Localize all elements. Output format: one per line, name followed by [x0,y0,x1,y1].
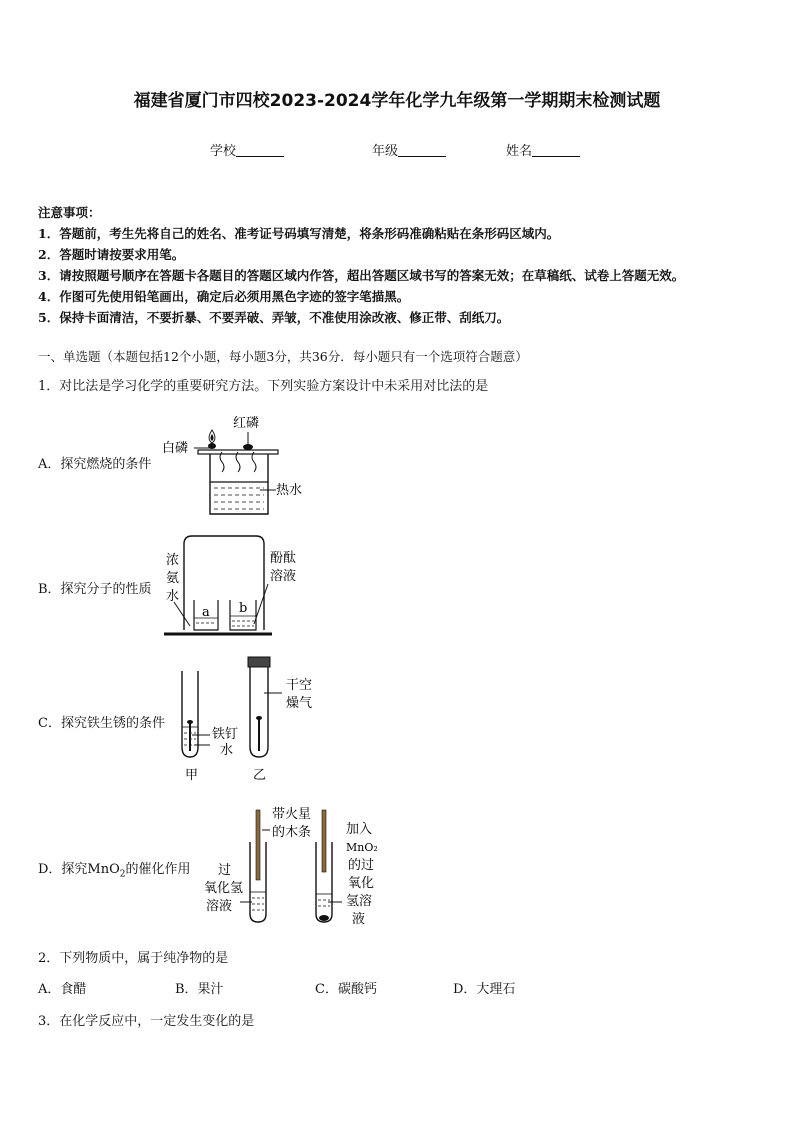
school-blank [236,144,284,157]
mno2-added-label-3: 的过 [348,858,375,873]
ammonia-label-1: 浓 [166,553,180,568]
option-d-label-post: 的催化作用 [125,862,191,877]
white-phosphorus-label: 白磷 [162,441,189,456]
dry-air-label-1: 干空 [286,678,313,693]
h2o2-label-1: 过 [218,863,232,878]
name-field [506,140,580,159]
question-2-choice-c: C．碳酸钙 [315,982,377,997]
phenolphthalein-label-1: 酚酞 [270,551,297,566]
tube-jia-label: 甲 [185,768,199,783]
grade-blank [398,144,446,157]
option-d-label [38,858,191,880]
question-2-stem: 2．下列物质中，属于纯净物的是 [38,951,229,966]
beaker-b-label: b [239,601,248,616]
dry-air-label-2: 燥气 [286,696,313,711]
note-item: 1．答题前，考生先将自己的姓名、准考证号码填写清楚，将条形码准确粘贴在条形码区域内。 [38,226,560,241]
notes-heading: 注意事项： [38,205,101,220]
red-phosphorus-label: 红磷 [233,416,260,431]
section-heading: 一、单选题（本题包括12个小题，每小题3分，共36分．每小题只有一个选项符合题意） [38,349,528,364]
question-3-stem: 3．在化学反应中，一定发生变化的是 [38,1014,255,1029]
phenolphthalein-label-2: 溶液 [270,569,297,584]
combustion-apparatus-figure [160,410,310,520]
rust-apparatus-figure [170,655,330,785]
note-item: 4．作图可先使用铅笔画出，确定后必须用黑色字迹的签字笔描黑。 [38,289,410,304]
tube-yi-label: 乙 [253,768,267,783]
note-item: 3．请按照题号顺序在答题卡各题目的答题区域内作答，超出答题区域书写的答案无效；在草稿纸、试卷上答题无效。 [38,268,685,283]
ammonia-label-3: 水 [166,589,180,604]
mno2-added-label-5: 氢溶 [346,894,373,909]
school-label: 学校 [210,144,237,159]
question-2-choice-a: A．食醋 [38,982,87,997]
h2o2-label-2: 氧化氢 [204,881,244,896]
note-item: 2．答题时请按要求用笔。 [38,247,185,262]
mno2-added-label-6: 液 [352,912,366,927]
splint-label-1: 带火星 [272,807,312,822]
mno2-added-label-4: 氧化 [348,876,375,891]
catalysis-apparatus-figure [200,802,390,932]
question-2-choice-d: D．大理石 [453,982,516,997]
page-title: 福建省厦门市四校2023-2024学年化学九年级第一学期期末检测试题 [133,91,661,111]
name-blank [532,144,580,157]
question-1-stem: 1．对比法是学习化学的重要研究方法。下列实验方案设计中未采用对比法的是 [38,379,489,394]
note-item: 5．保持卡面清洁，不要折暴、不要弄破、弄皱，不准使用涂改液、修正带、刮纸刀。 [38,310,510,325]
option-a-label: A．探究燃烧的条件 [38,457,152,472]
hot-water-label: 热水 [276,483,303,498]
water-label: 水 [220,743,234,758]
splint-label-2: 的木条 [272,825,312,840]
ammonia-label-2: 氨 [166,571,180,586]
iron-nail-label: 铁钉 [212,727,239,742]
mno2-added-label-2: MnO₂ [346,841,378,854]
beaker-a-label: a [202,605,210,620]
option-b-label: B．探究分子的性质 [38,582,152,597]
grade-label: 年级 [372,144,399,159]
option-d-label-sub: 2 [119,869,126,880]
option-d-label-pre: D．探究MnO [38,862,120,877]
name-label: 姓名 [506,144,533,159]
grade-field [372,140,446,159]
option-c-label: C．探究铁生锈的条件 [38,716,165,731]
molecule-apparatus-figure [160,532,310,642]
mno2-added-label-1: 加入 [346,822,373,837]
school-field [210,140,284,159]
h2o2-label-3: 溶液 [206,899,233,914]
question-2-choice-b: B．果汁 [175,982,224,997]
